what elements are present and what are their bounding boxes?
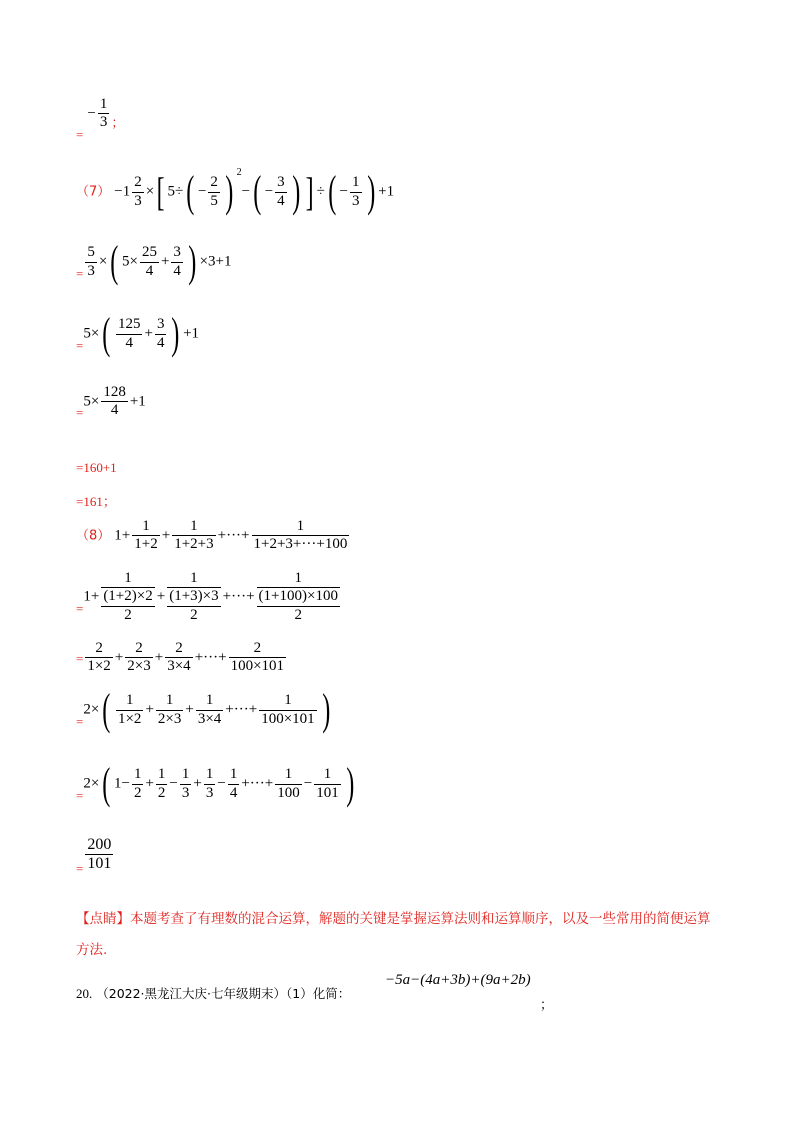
step-7a [76,237,232,286]
denominator: 100 [277,784,300,801]
problem-label: （8） [76,528,111,544]
expression-text: +1 [129,393,146,410]
denominator: 4 [110,402,119,419]
times-sign: × [145,183,155,200]
numerator: 1 [196,692,223,710]
equals-sign: = [76,600,84,616]
numerator: 2 [208,174,220,192]
denominator: 3×4 [167,658,191,675]
left-paren: ( [102,759,111,808]
minus-sign: − [87,105,96,122]
question-source: （2022·黑龙江大庆·七年级期末）（1）化简： [96,986,351,1001]
left-paren: ( [110,237,119,286]
denominator: 4 [125,334,133,351]
denominator: 3 [87,262,95,279]
problem-8 [76,518,351,554]
numerator: 1 [259,692,316,710]
expression-text: 2× [83,775,100,792]
numerator: 1 [101,570,154,588]
denominator: 5 [210,192,218,209]
denominator: 4 [229,784,238,801]
fraction [196,692,223,728]
divide-sign: ÷ [175,183,184,200]
step-7d: =160+1 [76,460,117,475]
fraction [180,766,192,802]
ellipsis-sum: +···+ [217,527,250,544]
problem-7 [76,167,395,216]
fraction [85,836,113,874]
plus-sign: + [145,775,154,792]
left-paren: ( [186,167,195,216]
note-tag: 【点睛】 [76,911,130,927]
numerator: 1 [116,692,143,710]
fraction [101,384,128,420]
minus-sign: − [217,775,226,792]
denominator: 4 [156,334,165,351]
fraction [132,174,144,210]
minus-sign: − [264,183,274,200]
fraction [165,640,192,676]
left-paren: ( [102,309,111,358]
denominator: 4 [145,262,154,279]
step-7b [76,309,200,358]
denominator: 101 [316,784,339,801]
left-paren: ( [328,167,337,216]
denominator: 3×4 [197,710,222,727]
right-paren: ) [171,309,180,358]
fraction [101,570,154,624]
left-paren: ( [253,167,262,216]
fraction [167,570,220,624]
fraction [208,174,220,210]
fraction [259,692,316,728]
inner-fraction-numerator: (1+2)×2 [101,588,154,606]
expression-text: 1+ [114,527,131,544]
equals-sign: = [76,265,84,281]
plus-sign: + [114,649,124,666]
fraction [132,518,159,554]
denominator: 2×3 [157,710,182,727]
fraction [228,766,240,802]
numerator: 1 [180,766,192,784]
right-paren: ) [321,685,331,734]
equals-sign: = [76,127,84,143]
inner-fraction-numerator: (1+100)×100 [257,588,340,606]
right-paren: ) [188,237,197,286]
expression-text: 5× [83,325,100,342]
numerator: 1 [132,518,159,536]
left-paren: ( [102,685,111,734]
numerator: 1 [132,766,144,784]
minus-sign: − [197,183,207,200]
fraction [116,692,143,728]
times-sign: × [98,253,108,270]
fraction [98,96,110,132]
numerator: 3 [155,316,167,334]
plus-sign: + [156,588,166,605]
fraction [204,766,216,802]
numerator: 1 [252,518,350,536]
right-paren: ) [291,167,301,216]
plus-sign: + [193,775,202,792]
expression-text: 5× [83,393,100,410]
ellipsis-sum: +···+ [222,588,255,605]
ellipsis-sum: +···+ [241,775,274,792]
denominator: 2 [190,606,198,623]
denominator: 2 [294,606,302,623]
fraction [229,640,286,676]
numerator: 3 [275,174,287,192]
question-20 [76,984,350,1003]
fraction [155,316,167,352]
number: 5 [167,183,176,200]
numerator: 125 [116,316,143,334]
fraction [314,766,341,802]
numerator: 1 [228,766,240,784]
denominator: 101 [87,855,112,873]
step-8b [76,640,288,676]
fraction [275,174,287,210]
equals-sign: = [76,787,84,803]
denominator: 3 [352,192,360,209]
numerator: 3 [171,244,183,262]
plus-sign: + [160,253,170,270]
plus-sign: + [145,701,154,718]
equals-sign: = [76,405,84,421]
step-8a [76,570,342,624]
fraction [156,692,183,728]
fraction [85,244,97,280]
step-7e: =161； [76,494,116,509]
expression-text: 1− [113,775,130,792]
fraction [156,766,168,802]
question-20-expression: −5a−(4a+3b)+(9a+2b) [385,972,531,988]
expression-text: +1 [183,325,200,342]
fraction [171,244,183,280]
numerator: 1 [98,96,110,114]
numerator: 1 [275,766,302,784]
equals-sign: = [76,651,84,667]
equals-sign: = [76,860,84,876]
fraction [252,518,350,554]
denominator: 3 [99,114,108,131]
inner-fraction-numerator: (1+3)×3 [167,588,220,606]
numerator: 1 [314,766,341,784]
denominator: 100×101 [230,658,285,675]
equals-sign: = [76,713,84,729]
numerator: 1 [172,518,215,536]
numerator: 2 [125,640,152,658]
minus-sign: − [169,775,178,792]
plus-sign: + [161,527,171,544]
note-text: 本题考查了有理数的混合运算，解题的关键是掌握运算法则和运算顺序，以及一些常用的简便运算方法. [76,911,711,958]
step-7c [76,384,146,420]
denominator: 2×3 [127,658,151,675]
minus-sign: − [241,183,251,200]
minus-sign: − [303,775,313,792]
numerator: 1 [156,766,168,784]
right-paren: ) [366,167,375,216]
numerator: 1 [204,766,216,784]
numerator: 128 [101,384,128,402]
denominator: 1+2+3+···+100 [253,536,348,553]
fraction [257,570,340,624]
note-paragraph [76,904,716,966]
problem-label: （7） [76,184,111,200]
plus-one: +1 [378,183,395,200]
equals-sign: = [76,337,84,353]
step-8e [76,836,115,874]
fraction [140,244,159,280]
step-8c [76,685,333,734]
divide-sign: ÷ [316,183,325,200]
fraction [125,640,152,676]
numerator: 200 [85,836,113,855]
numerator: 2 [132,174,144,192]
denominator: 1×2 [87,658,111,675]
denominator: 1+2+3 [174,536,214,553]
denominator: 2 [157,784,166,801]
denominator: 3 [134,192,142,209]
right-paren: ) [225,167,234,216]
result-line-neg-one-third [76,96,125,143]
question-number: 20. [76,986,93,1001]
numerator: 5 [85,244,97,262]
ellipsis-sum: +···+ [225,701,258,718]
numerator: 2 [165,640,192,658]
denominator: 2 [124,606,132,623]
denominator: 100×101 [261,710,315,727]
plus-sign: + [185,701,194,718]
denominator: 3 [205,784,214,801]
exponent: 2 [236,167,242,179]
right-paren: ) [345,759,355,808]
numerator: 2 [229,640,286,658]
denominator: 4 [173,262,181,279]
question-20-semicolon: ； [540,997,554,1012]
mixed-number-whole: −1 [114,183,131,200]
numerator: 1 [350,174,362,192]
numerator: 25 [140,244,159,262]
denominator: 1×2 [117,710,142,727]
ellipsis-sum: +···+ [194,649,227,666]
fraction [172,518,215,554]
fraction [275,766,302,802]
expression-text: ×3+1 [199,253,232,270]
left-bracket: [ [156,169,165,214]
expression-text: 1+ [83,588,100,605]
plus-sign: + [144,325,153,342]
plus-sign: + [154,649,164,666]
denominator: 2 [133,784,142,801]
expression-text: 5× [121,253,138,270]
numerator: 2 [85,640,112,658]
expression-text: 2× [83,701,100,718]
right-bracket: ] [305,169,314,214]
denominator: 3 [181,784,190,801]
numerator: 1 [167,570,220,588]
minus-sign: − [339,183,348,200]
denominator: 1+2 [134,536,158,553]
fraction [116,316,143,352]
fraction [350,174,362,210]
denominator: 4 [277,192,285,209]
fraction [85,640,112,676]
numerator: 1 [257,570,340,588]
semicolon: ； [111,115,125,131]
numerator: 1 [156,692,183,710]
step-8d [76,759,357,808]
fraction [132,766,144,802]
